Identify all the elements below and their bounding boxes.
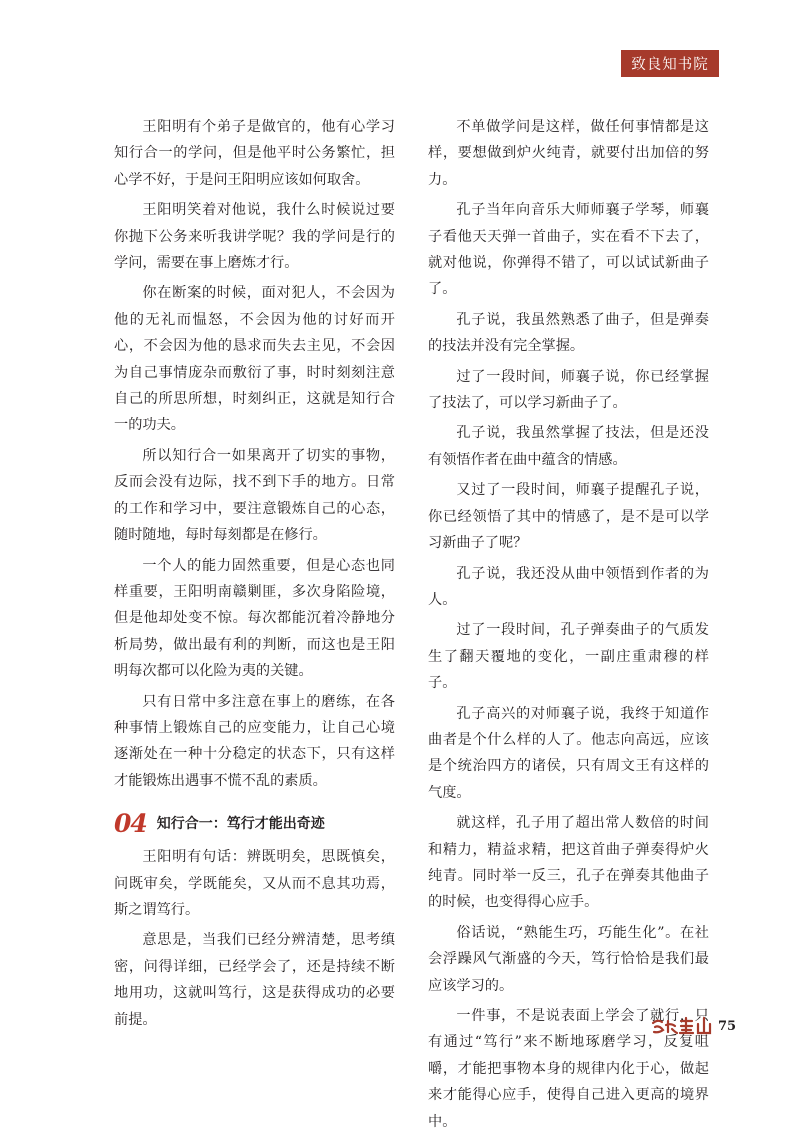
- paragraph: 孔子说，我还没从曲中领悟到作者的为人。: [428, 565, 709, 608]
- paragraph: 俗话说，“熟能生巧，巧能生化”。在社会浮躁风气渐盛的今天，笃行恰恰是我们最应该学习的。: [428, 924, 709, 994]
- paragraph: 一个人的能力固然重要，但是心态也同样重要，王阳明南赣剿匪，多次身陷险境，但是他却处变不惊。每次都能沉着冷静地分析局势，做出最有利的判断，而这也是王阳明每次都可以化险为夷的关键。: [114, 557, 395, 680]
- page-number: 75: [718, 1018, 737, 1034]
- right-column: [428, 114, 709, 1139]
- section-title: 知行合一：笃行才能出奇迹: [156, 816, 325, 833]
- paragraph: 孔子当年向音乐大师师襄子学琴，师襄子看他天天弹一首曲子，实在看不下去了，就对他说，你弹得不错了，可以试试新曲子了。: [428, 202, 709, 298]
- magazine-logo: [650, 1015, 712, 1037]
- paragraph: 孔子高兴的对师襄子说，我终于知道作曲者是个什么样的人了。他志向高远，应该是个统治四方的诸侯，只有周文王有这样的气度。: [428, 705, 709, 801]
- paragraph: 只有日常中多注意在事上的磨练，在各种事情上锻炼自己的应变能力，让自己心境逐渐处在一种十分稳定的状态下，只有这样才能锻炼出遇事不慌不乱的素质。: [114, 693, 395, 789]
- page-footer: [650, 1014, 736, 1038]
- paragraph: 就这样，孔子用了超出常人数倍的时间和精力，精益求精，把这首曲子弹奏得炉火纯青。同时举一反三，孔子在弹奏其他曲子的时候，也变得得心应手。: [428, 815, 709, 911]
- paragraph: 过了一段时间，孔子弹奏曲子的气质发生了翻天覆地的变化，一副庄重肃穆的样子。: [428, 622, 709, 692]
- paragraph: 意思是，当我们已经分辨清楚，思考缜密，问得详细，已经学会了，还是持续不断地用功，这就叫笃行，这是获得成功的必要前提。: [114, 932, 395, 1028]
- paragraph: 王阳明笑着对他说，我什么时候说过要你抛下公务来听我讲学呢？我的学问是行的学问，需要在事上磨炼才行。: [114, 202, 395, 272]
- paragraph: 过了一段时间，师襄子说，你已经掌握了技法了，可以学习新曲子了。: [428, 368, 709, 412]
- column-tag: 致良知书院: [621, 50, 719, 77]
- paragraph: 又过了一段时间，师襄子提醒孔子说，你已经领悟了其中的情感了，是不是可以学习新曲子了呢？: [428, 482, 709, 552]
- paragraph: 王阳明有个弟子是做官的，他有心学习知行合一的学问，但是他平时公务繁忙，担心学不好，于是问王阳明应该如何取舍。: [114, 119, 395, 188]
- paragraph: 一件事，不是说表面上学会了就行，只有通过“笃行”来不断地琢磨学习，反复咀嚼，才能把事物本身的规律内化于心，做起来才能得心应手，使得自己进入更高的境界中。: [428, 1008, 709, 1130]
- paragraph: 所以知行合一如果离开了切实的事物，反而会没有边际，找不到下手的地方。日常的工作和学习中，要注意锻炼自己的心态，随时随地，每时每刻都是在修行。: [114, 447, 395, 544]
- paragraph: 你在断案的时候，面对犯人，不会因为他的无礼而愠怒，不会因为他的讨好而开心，不会因为他的恳求而失去主见，不会因为自己事情庞杂而敷衍了事，时时刻刻注意自己的所思所想，时刻纠正，这就是知行合一的功夫。: [114, 285, 395, 434]
- paragraph: 不单做学问是这样，做任何事情都是这样，要想做到炉火纯青，就要付出加倍的努力。: [428, 119, 709, 188]
- section-number: 04: [114, 808, 147, 838]
- section-heading: [114, 806, 395, 840]
- paragraph: 孔子说，我虽然熟悉了曲子，但是弹奏的技法并没有完全掌握。: [428, 311, 709, 355]
- paragraph: 孔子说，我虽然掌握了技法，但是还没有领悟作者在曲中蕴含的情感。: [428, 425, 709, 468]
- left-column: [114, 114, 395, 1037]
- paragraph: 王阳明有句话：辨既明矣，思既慎矣，问既审矣，学既能矣，又从而不息其功焉，斯之谓笃行。: [114, 849, 395, 918]
